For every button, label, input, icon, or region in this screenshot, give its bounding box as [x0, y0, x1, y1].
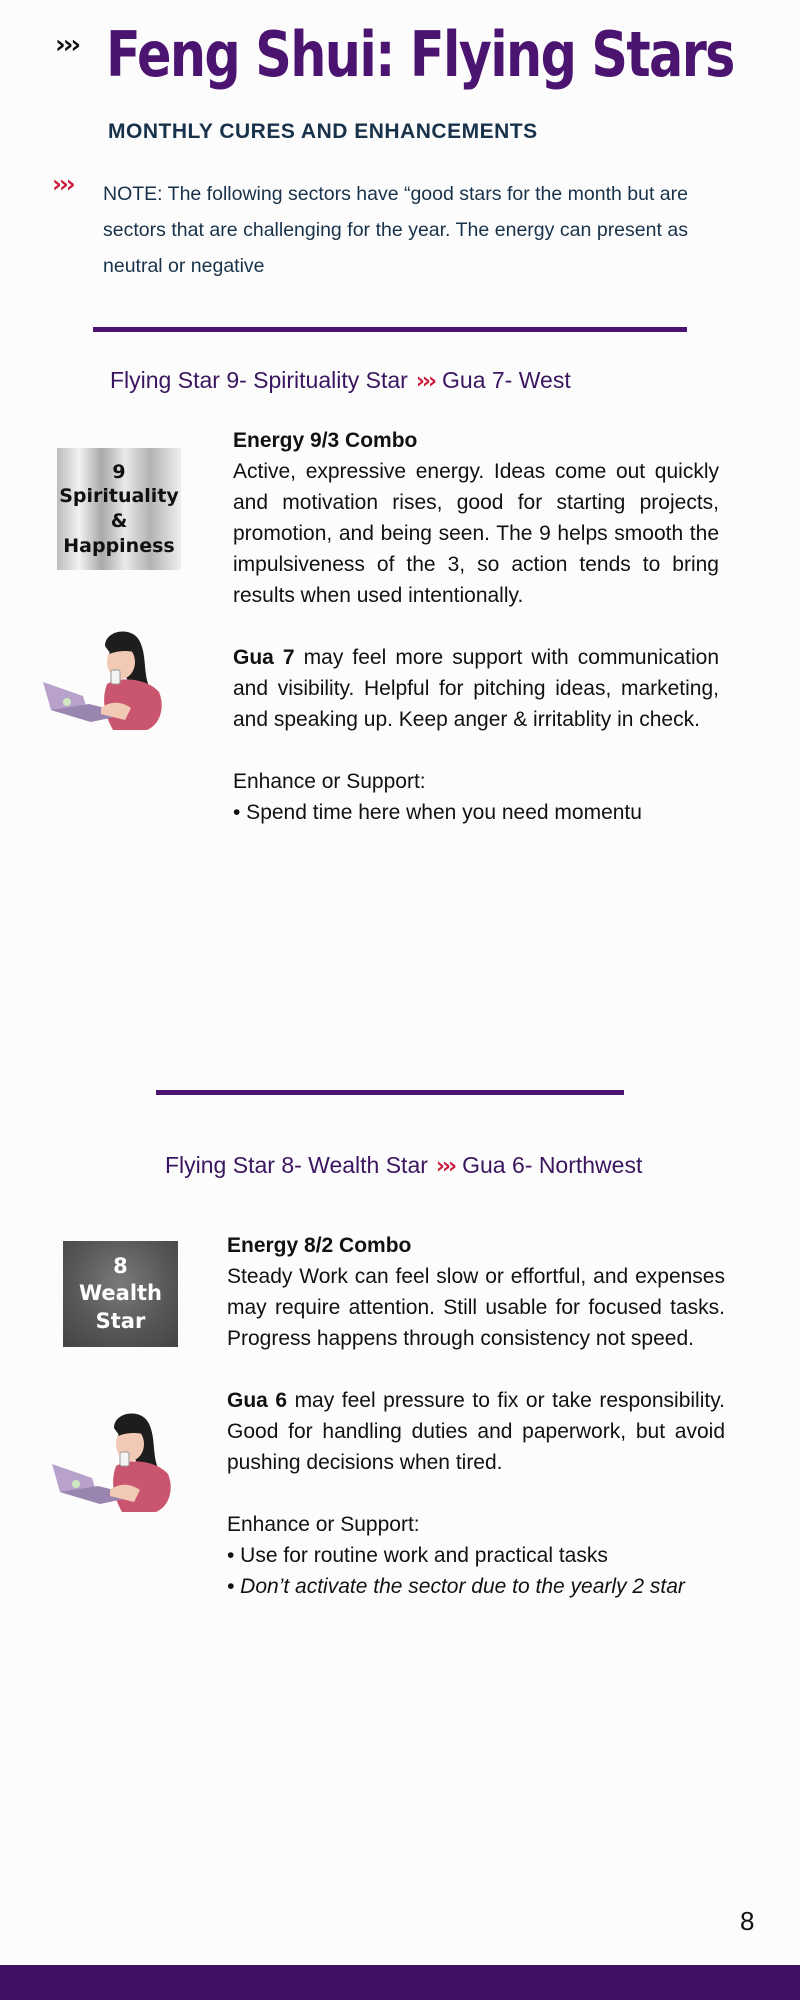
gua-label: Gua 6- Northwest [462, 1152, 643, 1178]
energy-text: Steady Work can feel slow or effortful, and expenses may require attention. Still usable for focused tasks. Progress happens through consistency not speed. [227, 1265, 725, 1350]
section-heading [165, 1152, 642, 1179]
gua-text: may feel pressure to fix or take responsibility. Good for handling duties and paperwork, but avoid pushing decisions when tired. [227, 1389, 725, 1474]
bullet-item: • Don’t activate the sector due to the yearly 2 star [227, 1575, 685, 1598]
gua-name: Gua 7 [233, 646, 295, 669]
badge-line: 9 [112, 460, 126, 483]
section-divider [93, 327, 687, 332]
energy-title: Energy 9/3 Combo [233, 429, 418, 452]
gua-text: may feel more support with communication and visibility. Helpful for pitching ideas, marketing, and speaking up. Keep anger & irritablity in check. [233, 646, 719, 731]
badge-line: Spirituality [59, 485, 179, 508]
badge-line: & [110, 510, 128, 532]
woman-with-laptop-icon [44, 1408, 179, 1518]
star-badge [57, 448, 181, 570]
chevron-icon: ››› [55, 30, 79, 60]
bullet-item: • Spend time here when you need momentu [233, 801, 642, 824]
page-number: 8 [740, 1906, 755, 1936]
section-body [233, 425, 719, 828]
page-title: Feng Shui: Flying Stars [106, 18, 734, 91]
chevron-icon: ››› [435, 1154, 455, 1179]
energy-text: Active, expressive energy. Ideas come out quickly and motivation rises, good for starting projects, promotion, and being seen. The 9 helps smooth the impulsiveness of the 3, so action tends to bring results when used intentionally. [233, 460, 719, 607]
bullet-item: • Use for routine work and practical tasks [227, 1544, 608, 1567]
gua-label: Gua 7- West [442, 367, 571, 393]
enhance-heading: Enhance or Support: [233, 770, 426, 793]
energy-title: Energy 8/2 Combo [227, 1234, 412, 1257]
note-text: NOTE: The following sectors have “good stars for the month but are sectors that are challenging for the year. The energy can present as neutral or negative [103, 183, 688, 277]
woman-with-laptop-icon [35, 626, 170, 736]
star-label: Flying Star 8- Wealth Star [165, 1152, 428, 1178]
badge-line: Happiness [63, 534, 175, 557]
badge-line: Wealth [78, 1281, 162, 1306]
section-body [227, 1230, 725, 1602]
star-label: Flying Star 9- Spirituality Star [110, 367, 408, 393]
chevron-icon: ››› [415, 369, 435, 394]
section-divider [156, 1090, 624, 1095]
section-heading [110, 367, 571, 394]
badge-line: Star [95, 1308, 146, 1333]
footer-bar [0, 1965, 800, 2000]
badge-line: 8 [113, 1254, 128, 1279]
gua-name: Gua 6 [227, 1389, 288, 1412]
enhance-heading: Enhance or Support: [227, 1513, 420, 1536]
page-subtitle: MONTHLY CURES AND ENHANCEMENTS [108, 120, 538, 143]
star-badge [63, 1241, 178, 1347]
chevron-icon: ››› [52, 170, 73, 198]
